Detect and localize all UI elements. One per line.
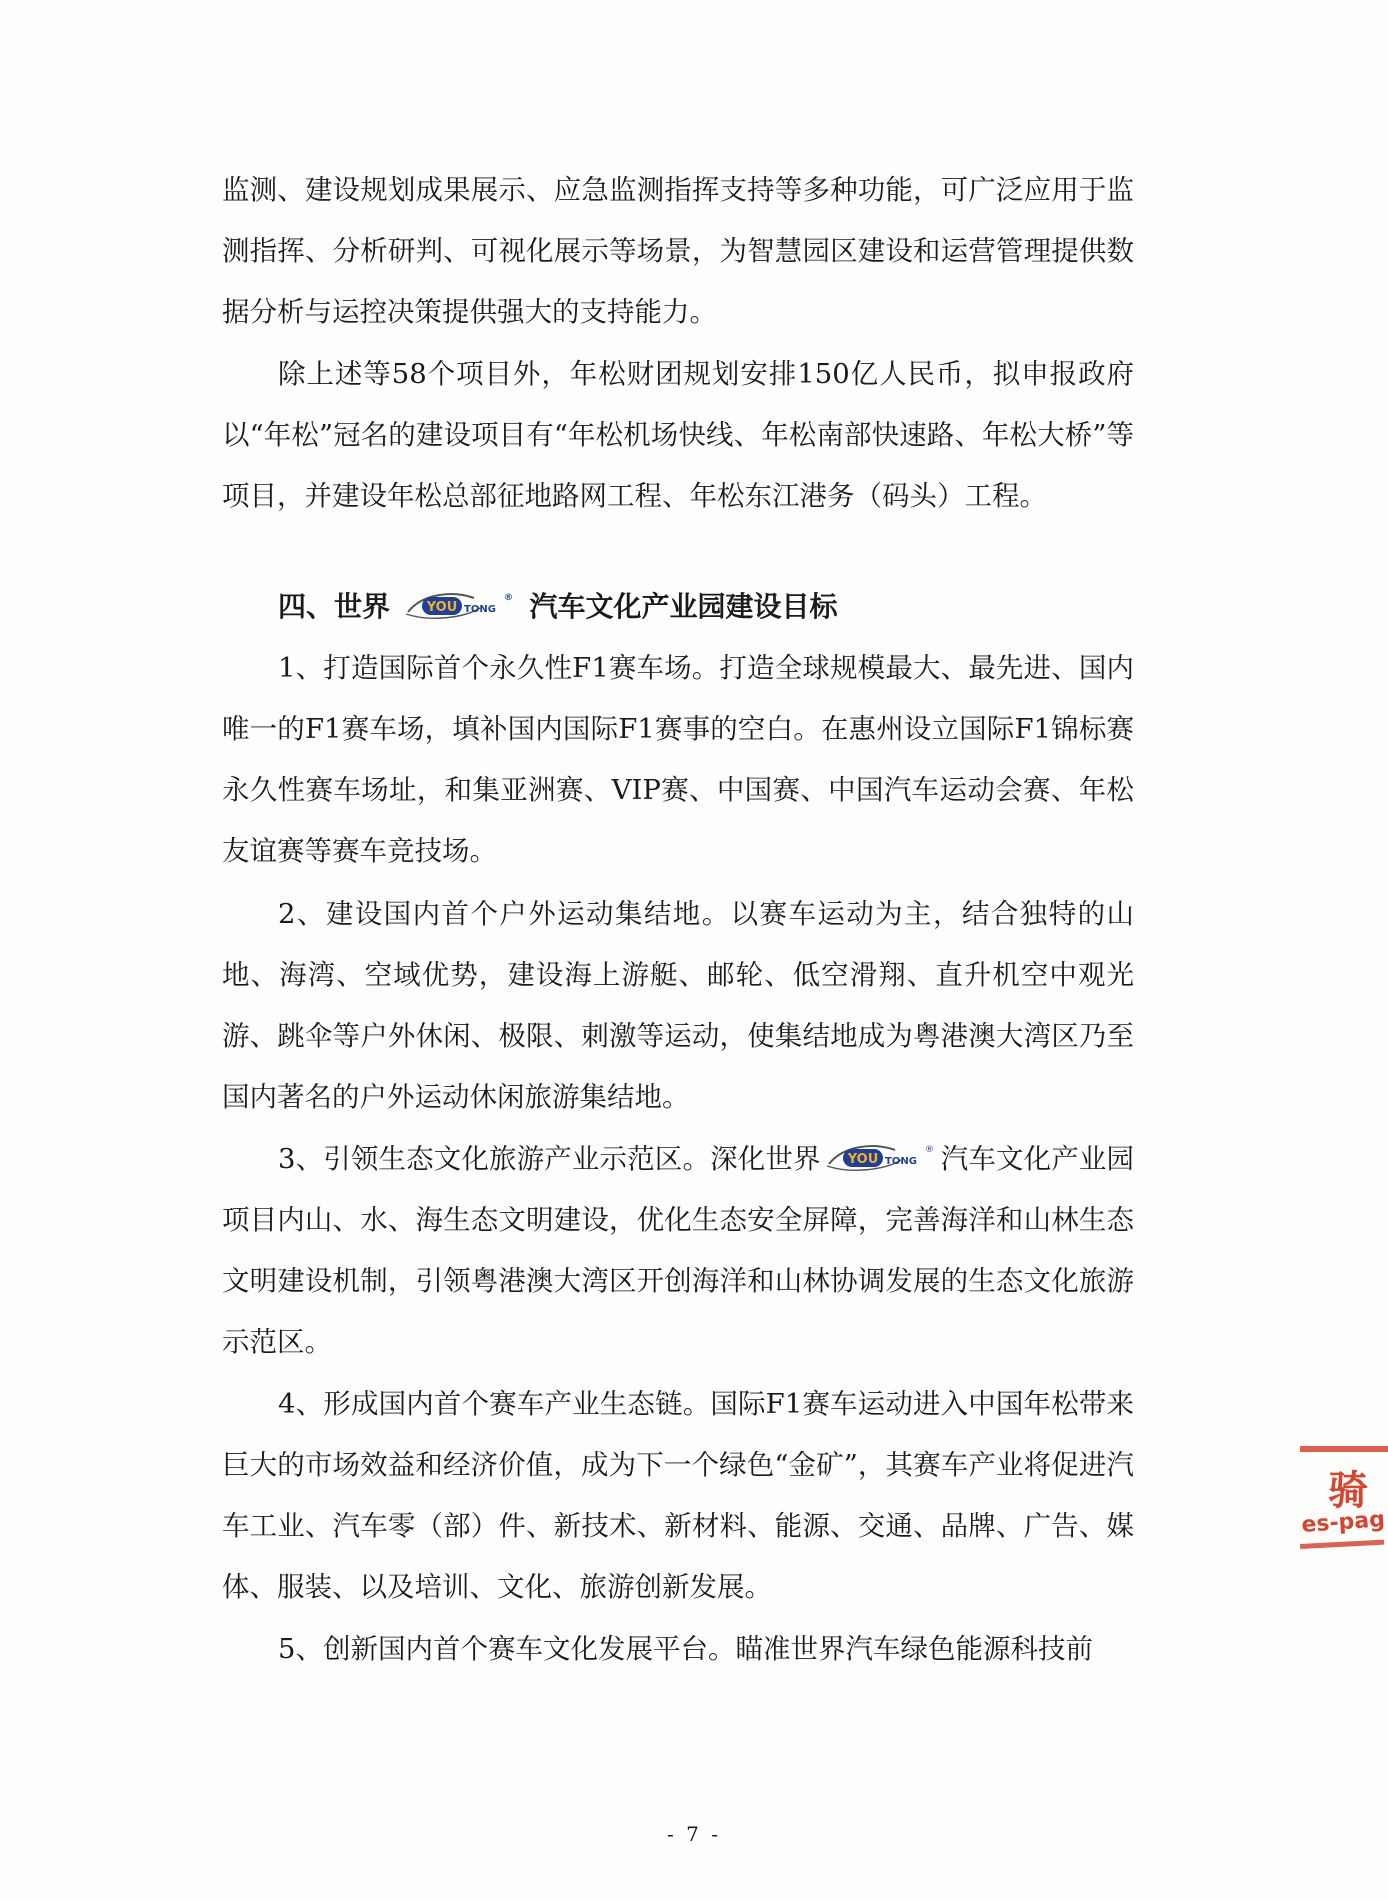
list-item: 2、建设国内首个户外运动集结地。以赛车运动为主，结合独特的山地、海湾、空域优势，建设海上游艇、邮轮、低空滑翔、直升机空中观光游、跳伞等户外休闲、极限、刺激等运动，使集结地成为粤港澳大湾区乃至国内著名的户外运动休闲旅游集结地。 [222, 898, 1134, 1113]
list-item: 1、打造国际首个永久性F1赛车场。打造全球规模最大、最先进、国内唯一的F1赛车场，填补国内国际F1赛事的空白。在惠州设立国际F1锦标赛永久性赛车场址，和集亚洲赛、VIP赛、中国赛、中国汽车运动会赛、年松友谊赛等赛车竞技场。 [222, 652, 1134, 867]
heading-prefix: 四、世界 [278, 590, 391, 623]
page-number: - 7 - [667, 1822, 721, 1846]
list-item: 4、形成国内首个赛车产业生态链。国际F1赛车运动进入中国年松带来巨大的市场效益和经济价值，成为下一个绿色“金矿”，其赛车产业将促进汽车工业、汽车零（部）件、新技术、新材料、能源、交通、品牌、广告、媒体、服装、以及培训、文化、旅游创新发展。 [222, 1388, 1134, 1603]
paragraph-continued: 监测、建设规划成果展示、应急监测指挥支持等多种功能，可广泛应用于监测指挥、分析研判、可视化展示等场景，为智慧园区建设和运营管理提供数据分析与运控决策提供强大的支持能力。 [222, 174, 1134, 328]
paragraph-projects: 除上述等58个项目外，年松财团规划安排150亿人民币，拟申报政府以“年松”冠名的建设项目有“年松机场快线、年松南部快速路、年松大桥”等项目，并建设年松总部征地路网工程、年松东江港务（码头）工程。 [222, 358, 1134, 512]
heading-suffix: 汽车文化产业园建设目标 [529, 590, 838, 623]
stamp-text-2: es-pag [1300, 1507, 1386, 1538]
stamp-text-1: 骑 [1328, 1467, 1368, 1514]
list-item: 5、创新国内首个赛车文化发展平台。瞄准世界汽车绿色能源科技前 [278, 1633, 1093, 1665]
logo-text-you: YOU [426, 600, 458, 615]
logo-registered: ® [503, 593, 513, 603]
logo-text-tong: TONG [884, 1156, 917, 1167]
youtong-logo-icon [404, 588, 516, 622]
logo-text-you: YOU [847, 1152, 878, 1167]
logo-registered: ® [924, 1145, 934, 1155]
youtong-logo-icon [825, 1140, 937, 1174]
item-3-prefix: 3、引领生态文化旅游产业示范区。深化世界 [278, 1143, 821, 1175]
list-item [222, 1129, 1134, 1373]
seal-stamp-icon [1298, 1428, 1388, 1560]
item-3-suffix: 汽车文化产业园项目内山、水、海生态文明建设，优化生态安全屏障，完善海洋和山林生态文明建设机制，引领粤港澳大湾区开创海洋和山林协调发展的生态文化旅游示范区。 [222, 1143, 1135, 1358]
logo-text-tong: TONG [463, 604, 496, 615]
section-heading [278, 582, 838, 632]
